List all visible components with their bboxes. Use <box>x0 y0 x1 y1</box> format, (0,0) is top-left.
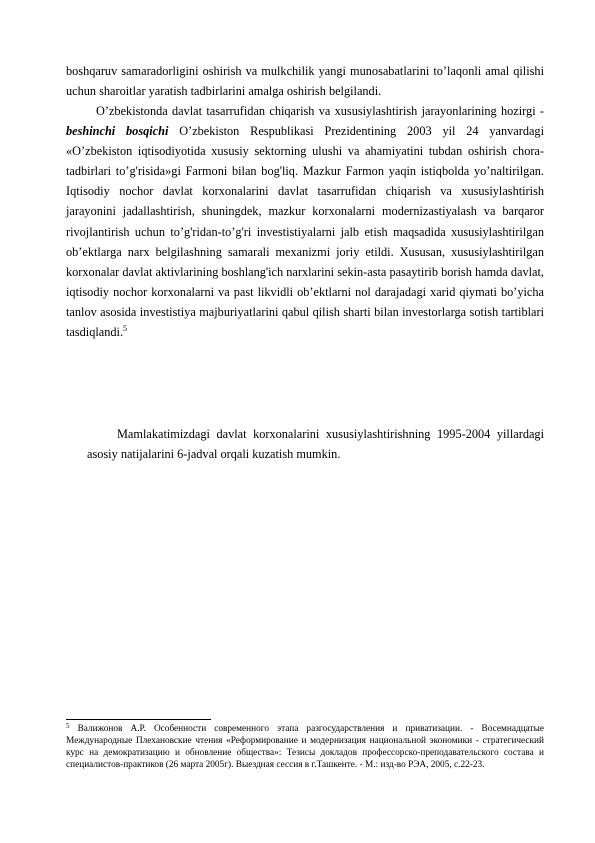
footnote <box>66 724 544 772</box>
footnote-number: 5 <box>66 722 70 730</box>
paragraph-3-text: Mamlakatimizdagi davlat korxonalarini xususiylashtirishning 1995-2004 yillardagi asosiy natijalarini 6-jadval orqali kuzatish mumkin. <box>87 427 544 462</box>
footnote-separator <box>66 719 211 720</box>
paragraph-2-text-start: O’zbekistonda davlat tasarrufidan chiqarish va xususiylashtirish jarayonlarining hozirgi - <box>96 104 544 118</box>
paragraph-2-text-end: O’zbekiston Respublikasi Prezidentining 2003 yil 24 yanvardagi «O’zbekiston iqtisodiyotida xususiy sektorning ulushi va ahamiyatini tubdan oshirish chora-tadbirlari to’g'risida»gi Farmoni bilan bog'liq. Mazkur Farmon yaqin istiqbolda yo’naltirilgan. Iqtisodiy nochor davlat korxonalarini davlat tasarrufidan chiqarish va xususiylashtirish jarayonini jadallashtirish, shuningdek, mazkur korxonalarni modernizastiyalash va barqaror rivojlantirish uchun to’g'ridan-to’g'ri investistiyalarni jalb etish maqsadida xususiylashtirilgan ob’ektlarga narx belgilashning samarali mexanizmi joriy etildi. Xususan, xususiylashtirilgan korxonalar davlat aktivlarining boshlang'ich narxlarini sekin-asta pasaytirib borish hamda davlat, iqtisodiy nochor korxonalarni va past likvidli ob’ektlarni nol darajadagi xarid qiymati bo’yicha tanlov asosida investistiya majburiyatlarini qabul qilish sharti bilan investorlarga sotish tartiblari tasdiqlandi. <box>66 124 544 340</box>
footnote-text: Валижонов А.Р. Особенности современного этапа разгосударствления и приватизации. - Восемнадцатые Международные Плехановские чтения «Реформирование и модернизация национальной экономики - стратегический курс на демократизацию и обновление общества»: Тезисы докладов профессорско-преподавательского состава и специалистов-практиков (26 марта 2005г). Выездная сессия в г.Ташкенте. - М.: изд-во РЭА, 2005, с.22-23. <box>66 724 544 770</box>
body-paragraph-2 <box>66 101 544 342</box>
paragraph-2-emphasis: beshinchi bosqichi <box>66 124 169 139</box>
body-paragraph-1 <box>66 61 544 101</box>
footnote-reference[interactable]: 5 <box>123 324 128 334</box>
paragraph-1-text: boshqaruv samaradorligini oshirish va mulkchilik yangi munosabatlarini to’laqonli amal qilishi uchun sharoitlar yaratish tadbirlarini amalga oshirish belgilandi. <box>66 64 544 99</box>
body-paragraph-3 <box>87 424 544 464</box>
